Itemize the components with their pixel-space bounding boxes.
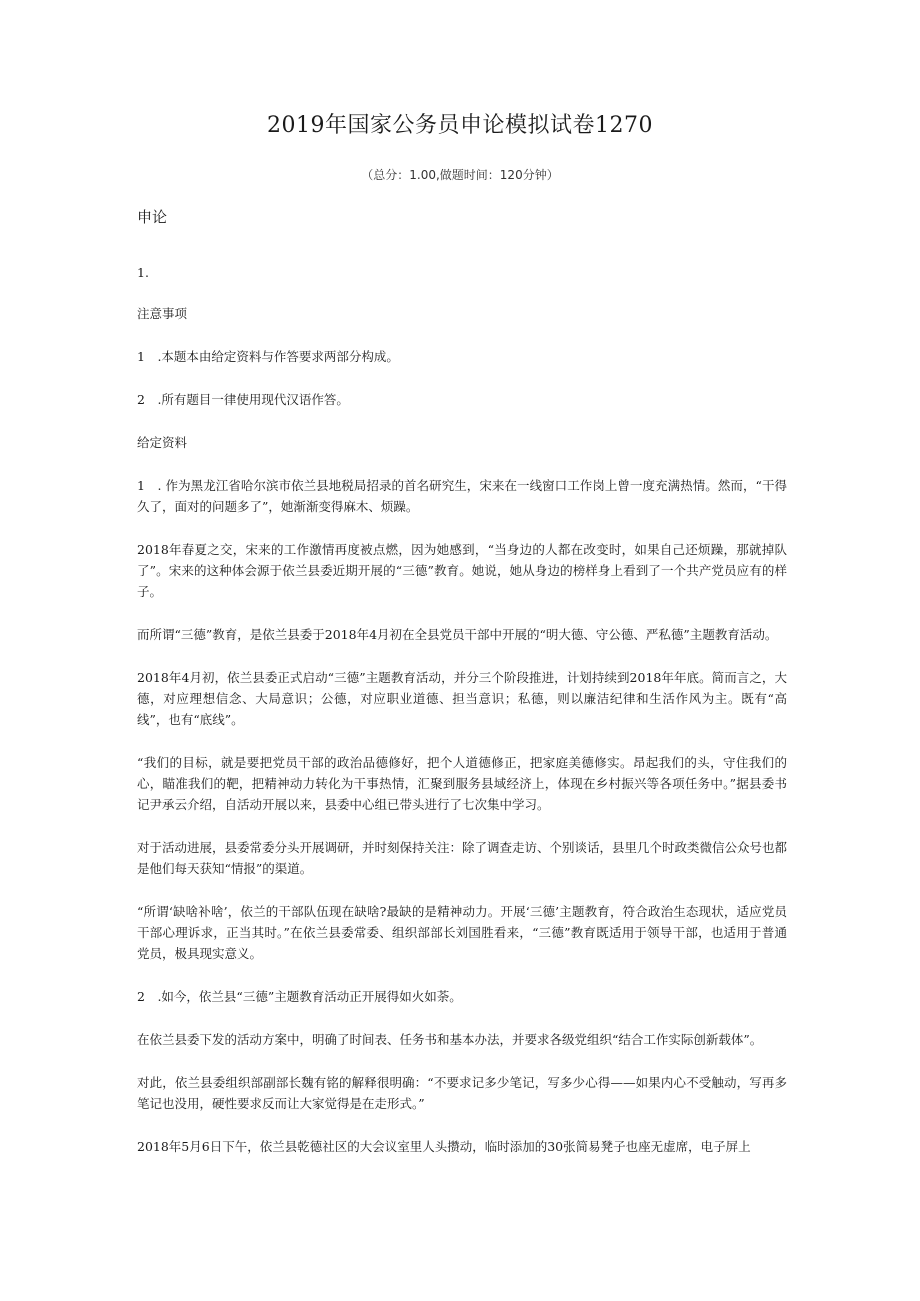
notice-item: 2 .所有题目一律使用现代汉语作答。	[137, 392, 349, 407]
section-heading: 申论	[137, 208, 168, 226]
notice-item: 1 .本题本由给定资料与作答要求两部分构成。	[137, 349, 399, 364]
paragraph: 对于活动进展，县委常委分头开展调研，并时刻保持关注：除了调查走访、个别谈话，县里几个时政类微信公众号也都是他们每天获知“情报”的渠道。	[137, 840, 788, 876]
materials-heading: 给定资料	[137, 435, 188, 450]
paragraph: 而所谓“三德”教育，是依兰县委于2018年4月初在全县党员干部中开展的“明大德、守公德、严私德”主题教育活动。	[137, 627, 778, 642]
exam-meta: （总分：1.00,做题时间：120分钟）	[361, 168, 559, 182]
paragraph: 2 .如今，依兰县“三德”主题教育活动正开展得如火如荼。	[137, 989, 462, 1004]
page-title: 2019年国家公务员申论模拟试卷1270	[267, 113, 653, 138]
paragraph: 2018年5月6日下午，依兰县乾德社区的大会议室里人头攒动，临时添加的30张简易凳子也座无虚席，电子屏上	[137, 1139, 751, 1154]
paragraph: “我们的目标，就是要把党员干部的政治品德修好，把个人道德修正，把家庭美德修实。昂起我们的头，守住我们的心，瞄准我们的靶，把精神动力转化为干事热情，汇聚到服务县域经济上，体现在乡村振兴等各项任务中。”据县委书记尹承云介绍，自活动开展以来，县委中心组已带头进行了七次集中学习。	[137, 755, 787, 812]
paragraph: 在依兰县委下发的活动方案中，明确了时间表、任务书和基本办法，并要求各级党组织“结合工作实际创新载体”。	[137, 1032, 763, 1047]
question-number: 1.	[137, 265, 149, 280]
document-body	[137, 262, 787, 1179]
paragraph: 2018年4月初，依兰县委正式启动“三德”主题教育活动，并分三个阶段推进，计划持续到2018年年底。简而言之，大德，对应理想信念、大局意识；公德，对应职业道德、担当意识；私德，则以廉洁纪律和生活作风为主。既有“高线”，也有“底线”。	[137, 670, 787, 727]
paragraph: 1 . 作为黑龙江省哈尔滨市依兰县地税局招录的首名研究生，宋来在一线窗口工作岗上曾一度充满热情。然而，“干得久了，面对的问题多了”，她渐渐变得麻木、烦躁。	[137, 478, 787, 514]
paragraph: 2018年春夏之交，宋来的工作激情再度被点燃，因为她感到，“当身边的人都在改变时，如果自己还烦躁，那就掉队了”。宋来的这种体会源于依兰县委近期开展的“三德”教育。她说，她从身边的榜样身上看到了一个共产党员应有的样子。	[137, 542, 787, 599]
paragraph: “所谓‘缺啥补啥’，依兰的干部队伍现在缺啥?最缺的是精神动力。开展‘三德’主题教育，符合政治生态现状，适应党员干部心理诉求，正当其时。”在依兰县委常委、组织部部长刘国胜看来，“三德”教育既适用于领导干部，也适用于普通党员，极具现实意义。	[137, 904, 787, 961]
notice-heading: 注意事项	[137, 306, 188, 321]
paragraph: 对此，依兰县委组织部副部长魏有铭的解释很明确：“不要求记多少笔记，写多少心得——如果内心不受触动，写再多笔记也没用，硬性要求反而让大家觉得是在走形式。”	[137, 1075, 787, 1111]
